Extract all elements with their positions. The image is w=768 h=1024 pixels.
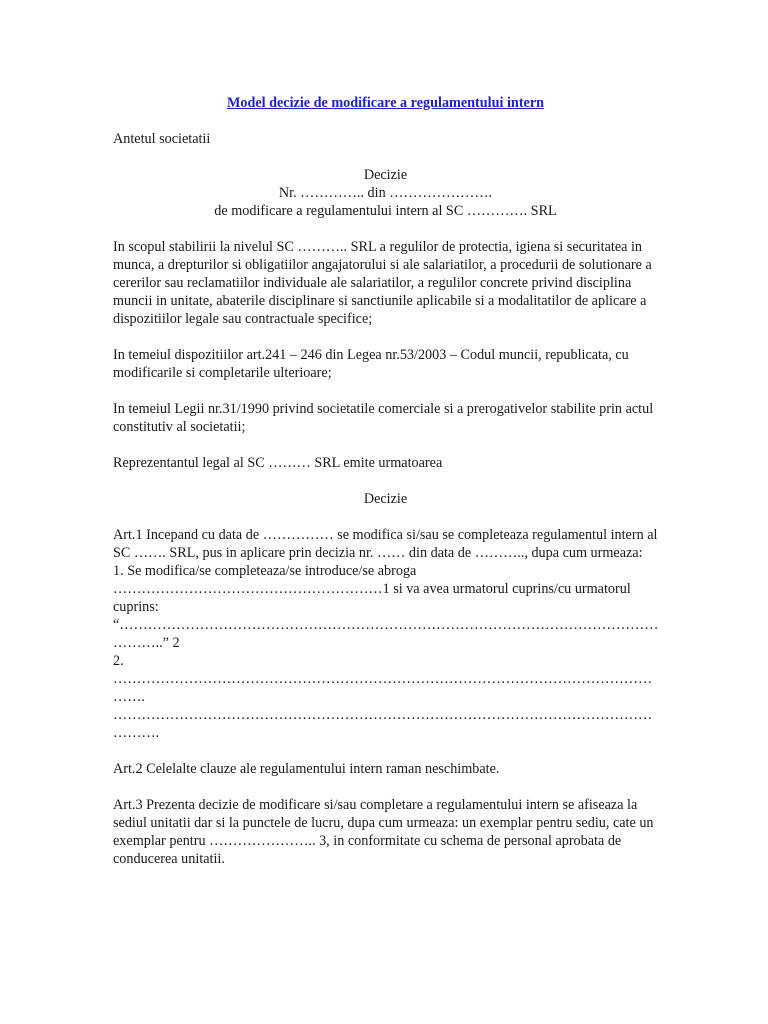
decision-heading: Decizie [363,491,408,507]
article-1-item-2-label: 2. [113,653,124,669]
decision-number-line: Nr. ………….. din …………………. [278,185,493,201]
title-container [113,94,658,112]
article-1-item-1-content: …………………………………………………1 si va avea urmatorul cuprins/cu urmatorul cuprins: [113,581,631,615]
article-3: Art.3 Prezenta decizie de modificare si/sau completare a regulamentului intern se afiseaza la sediul unitatii dar si la punctele de lucru, dupa cum urmeaza: un exemplar pentru sediu, cate un exemplar pentru ………………….. 3, in conformitate cu schema de personal aprobata de conducerea unitatii. [113,797,654,867]
document-title[interactable]: Model decizie de modificare a regulamentului intern [226,95,545,111]
article-1-item-2-line-end: ………. [113,725,160,741]
article-1-item-1-quote-end: ………..” 2 [113,635,180,651]
article-1-item-1-quote: “…………………………………………………………………………………………………… [113,617,658,633]
document-body [113,94,658,868]
decision-subject-line: de modificare a regulamentului intern al SC …………. SRL [214,203,557,219]
decision-heading-line1: Decizie [363,167,408,183]
legal-basis-paragraph-1: In temeiul dispozitiilor art.241 – 246 din Legea nr.53/2003 – Codul muncii, republicata, cu modificarile si completarile ulterioare; [113,347,629,381]
article-1-item-1: 1. Se modifica/se completeaza/se introduce/se abroga [113,563,417,579]
spacer [113,742,658,760]
spacer [113,382,658,400]
article-1-item-2-line-end: ……. [113,689,145,705]
spacer [113,220,658,238]
article-1-intro: Art.1 Incepand cu data de …………… se modifica si/sau se completeaza regulamentul intern al SC ……. SRL, pus in aplicare prin decizia nr. …… din data de ……….., dupa cum urmeaza: [113,527,658,561]
spacer [113,778,658,796]
scope-paragraph: In scopul stabilirii la nivelul SC ……….. SRL a regulilor de protectia, igiena si securitatea in munca, a drepturilor si obligatiilor angajatorului si ale salariatilor, a procedurii de solutionare a cererilor sau reclamatiilor individuale ale salariatilor, a regulilor concrete privind disciplina muncii in unitate, abaterile disciplinare si sanctiunile aplicabile si a modalitatilor de aplicare a dispozitiilor legale sau contractuale specifice; [113,239,652,327]
article-2: Art.2 Celelalte clauze ale regulamentului intern raman neschimbate. [113,761,500,777]
spacer [113,436,658,454]
article-1-item-2-line: …………………………………………………………………………………………………… [113,671,653,687]
spacer [113,328,658,346]
legal-basis-paragraph-2: In temeiul Legii nr.31/1990 privind societatile comerciale si a prerogativelor stabilite prin actul constitutiv al societatii; [113,401,654,435]
spacer [113,508,658,526]
company-header: Antetul societatii [113,131,211,147]
spacer [113,148,658,166]
spacer [113,472,658,490]
issuer-paragraph: Reprezentantul legal al SC ……… SRL emite urmatoarea [113,455,443,471]
article-1-item-2-line: …………………………………………………………………………………………………… [113,707,653,723]
